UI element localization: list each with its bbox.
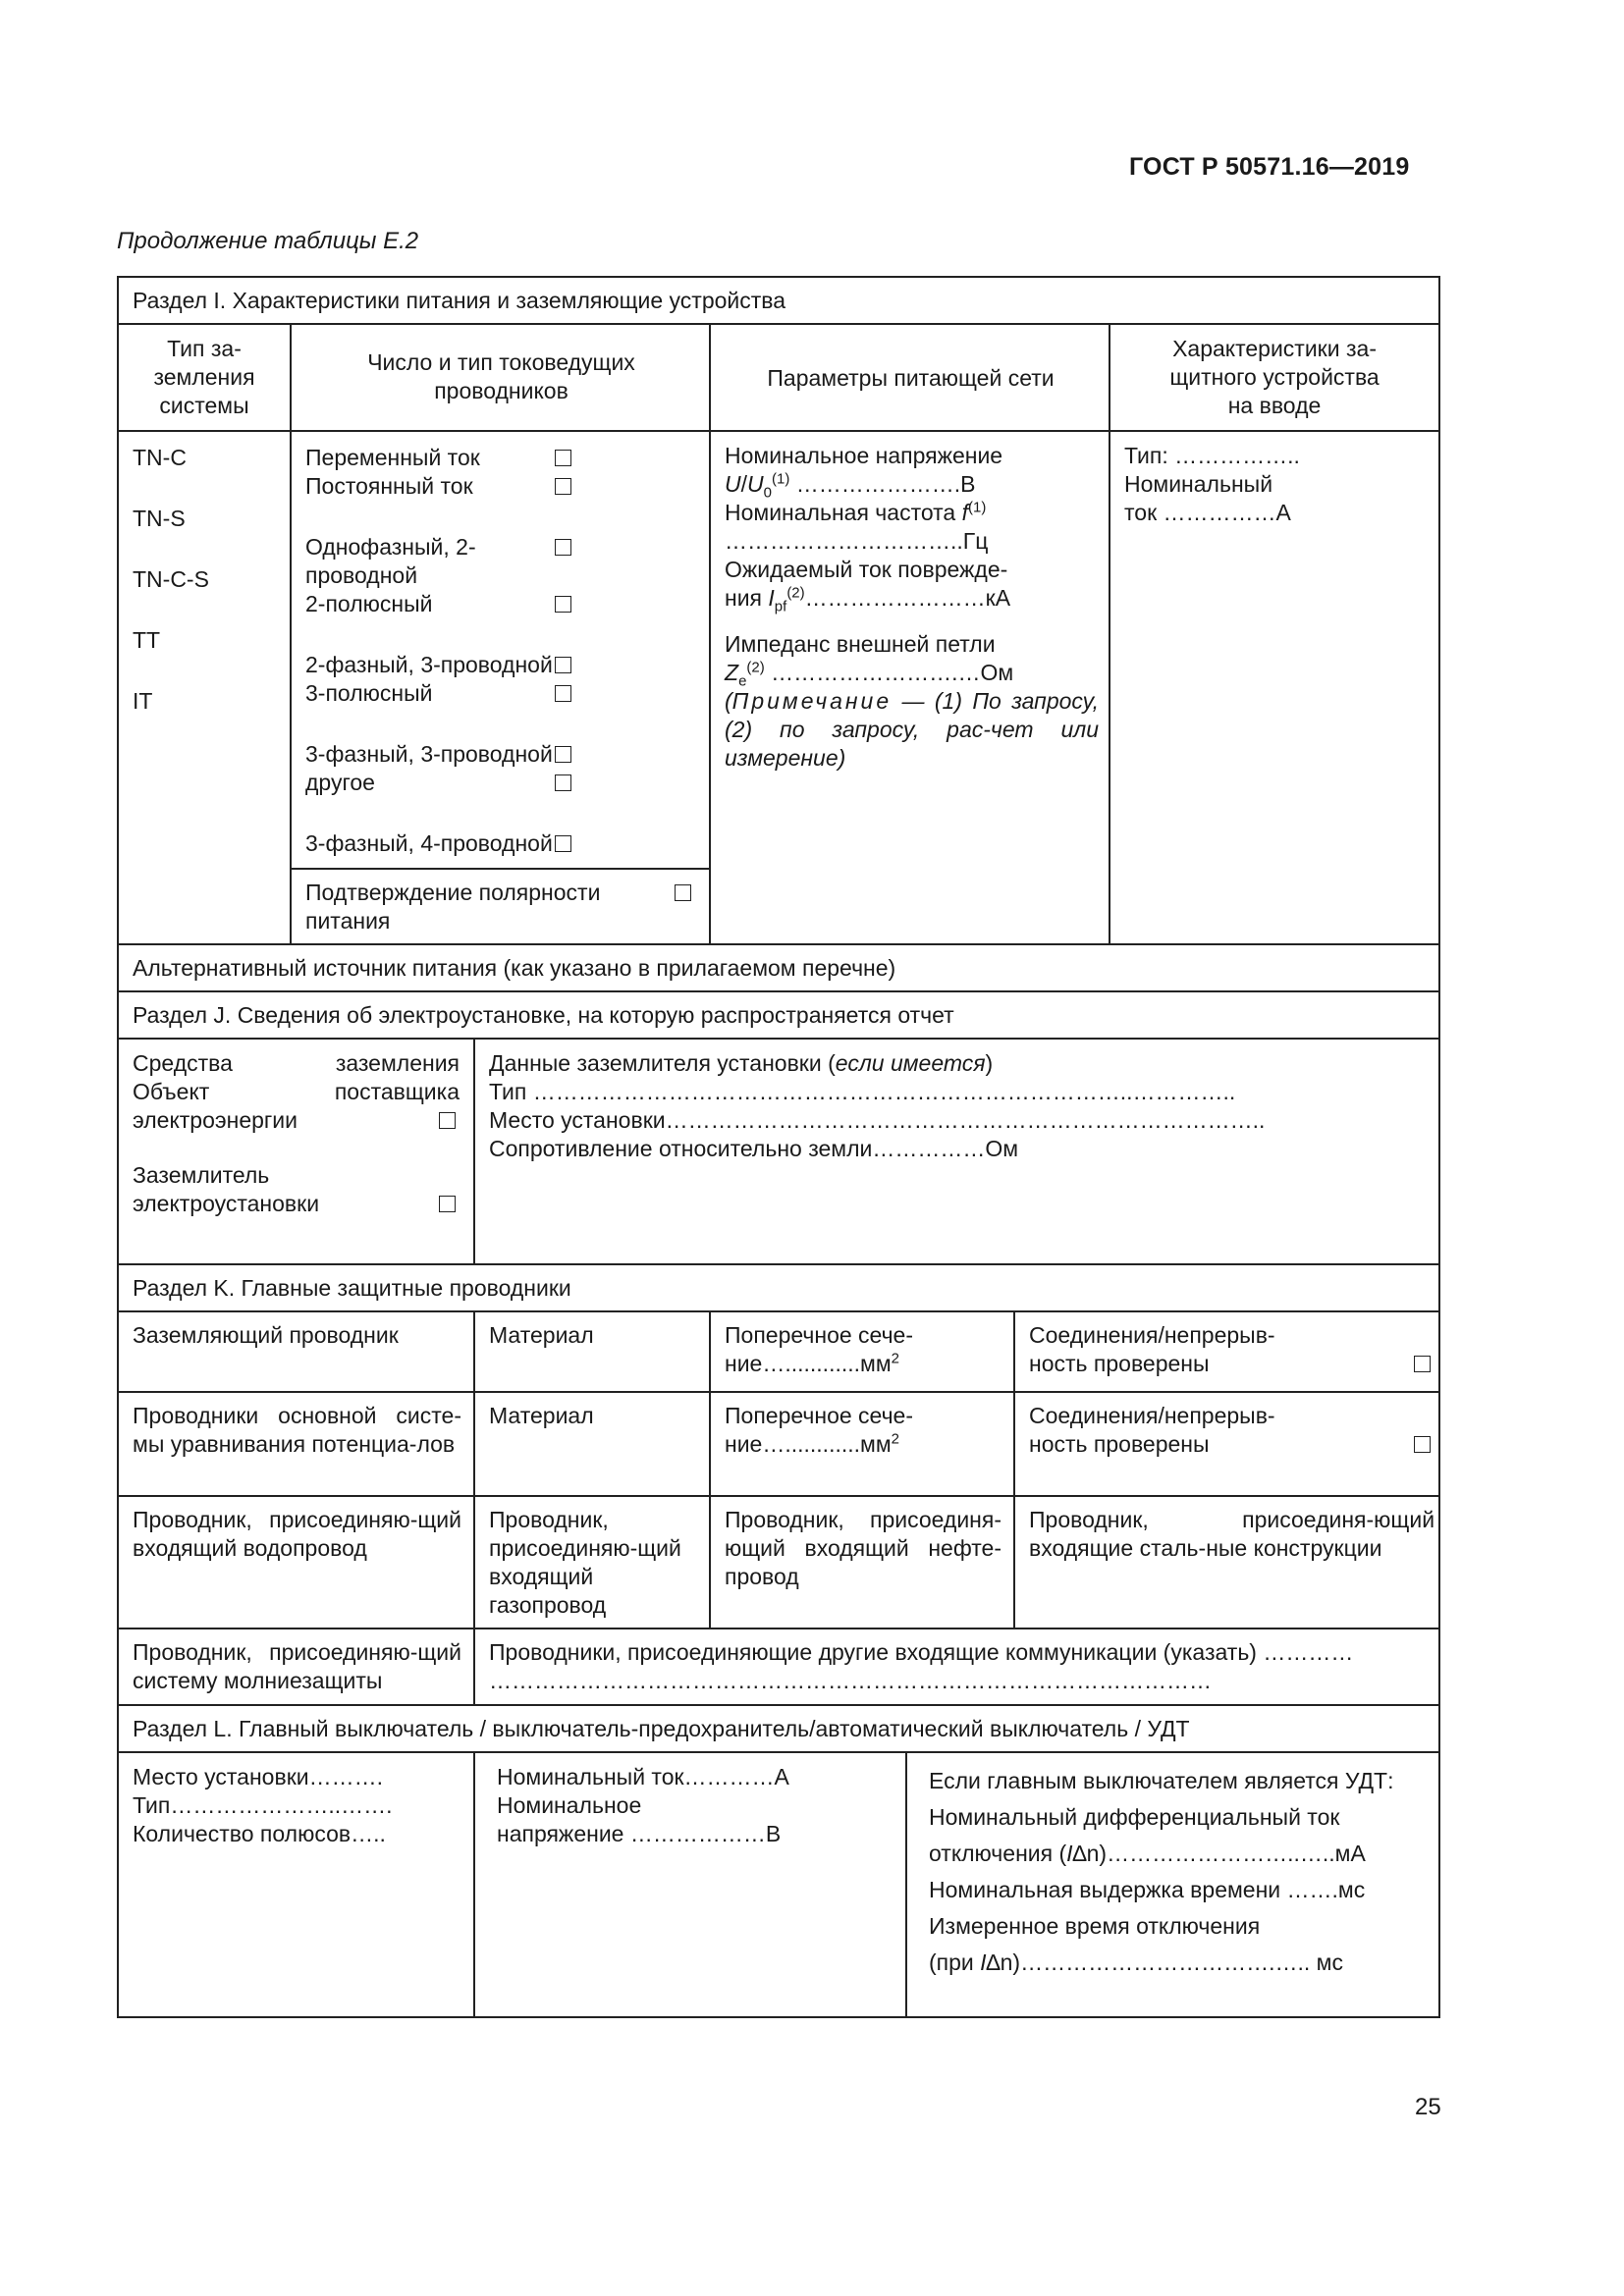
checkbox[interactable]: [555, 657, 571, 673]
rcd-diff-current: [929, 1836, 1425, 1872]
section-j-title: Раздел J. Сведения об электроустановке, на которую распространяется отчет: [118, 991, 1439, 1039]
installation-earth-label-2: электроустановки: [133, 1191, 320, 1216]
ze-symbol: Z: [725, 660, 739, 685]
conductor-label: другое: [305, 770, 375, 795]
u0-subscript: 0: [763, 484, 772, 502]
section-k-title: Раздел K. Главные защитные проводники: [118, 1264, 1439, 1311]
footnote-2: (2): [746, 659, 765, 676]
checkbox[interactable]: [555, 835, 571, 852]
note-text: — (1) По запросу, (2) по запросу, рас-чет или измерение): [725, 688, 1099, 771]
grounding-means-a: Средства: [133, 1050, 233, 1076]
note-word: Примечание: [731, 688, 893, 714]
rcd-title: Если главным выключателем является УДТ:: [929, 1768, 1394, 1793]
loop-impedance-label: Импеданс внешней петли: [725, 631, 996, 657]
footnote-1: (1): [967, 499, 987, 516]
header-grounding-type: Тип за- земления системы: [118, 324, 291, 431]
page-number: 25: [1415, 2094, 1441, 2120]
footnote-2: (2): [786, 584, 805, 602]
l-type: Тип…………………..…….: [133, 1792, 393, 1818]
k-row1-c2: Материал: [474, 1311, 710, 1392]
k-row2-c1: Проводники основной систе-мы уравнивания потенциа-лов: [118, 1392, 474, 1496]
checkbox[interactable]: [555, 478, 571, 495]
cross-section-label: Поперечное сече-: [725, 1322, 914, 1348]
protective-current-label: Номинальный: [1124, 471, 1273, 497]
conductor-option[interactable]: [305, 651, 695, 679]
l-rated-voltage-label: Номинальное: [497, 1792, 642, 1818]
other-utilities-fill: ……………………………………………………………………………………: [489, 1668, 1212, 1693]
k-row4-c2: [474, 1629, 1439, 1705]
l-poles: Количество полюсов…..: [133, 1821, 386, 1846]
loop-impedance-line: [725, 659, 1099, 690]
installation-earth-option[interactable]: [133, 1190, 460, 1218]
polarity-label: Подтверждение полярности питания: [305, 880, 601, 934]
rcd-diff-current-label: Номинальный дифференциальный ток: [929, 1804, 1340, 1830]
earth-title-end: ): [985, 1050, 994, 1076]
delta-n: ∆n: [986, 1949, 1013, 1975]
k-row3-c2: Проводник, присоединяю-щий входящий газопровод: [474, 1496, 710, 1629]
f-symbol: f: [961, 500, 968, 525]
checkbox[interactable]: [555, 746, 571, 763]
ipf-symbol: I: [768, 585, 775, 611]
grounding-type-it: IT: [133, 688, 153, 714]
section-l-title: Раздел L. Главный выключатель / выключатель-предохранитель/автоматический выключатель / УДТ: [118, 1705, 1439, 1752]
k-row3-c4: Проводник, присоединя-ющий входящие сталь-ные конструкции: [1014, 1496, 1439, 1629]
earth-place-line: Место установки……………………………………………………………………..: [489, 1107, 1266, 1133]
nominal-voltage-line: $U/U_0^{(1)}$ ………………….В: [725, 470, 976, 502]
grounding-means-line: [133, 1049, 460, 1078]
conductor-option[interactable]: [305, 769, 695, 797]
checkbox[interactable]: [555, 596, 571, 613]
checkbox[interactable]: [1414, 1356, 1431, 1372]
rcd-measured-a: (при: [929, 1949, 981, 1975]
conductor-label: 3-фазный, 4-проводной: [305, 830, 553, 856]
grounding-type-tn-c-s: TN-C-S: [133, 566, 209, 592]
rcd-measured: [929, 1945, 1425, 1981]
conductor-option[interactable]: [305, 444, 695, 472]
other-utilities-label: Проводники, присоединяющие другие входящие коммуникации (указать) …………: [489, 1639, 1354, 1665]
unit-sup: 2: [891, 1430, 899, 1448]
polarity-option[interactable]: [305, 879, 695, 935]
earth-title-a: Данные заземлителя установки (: [489, 1050, 836, 1076]
continuity-label: Соединения/непрерыв-: [1029, 1322, 1275, 1348]
network-params-cell: [710, 431, 1110, 944]
continuity-label-2: ность проверены: [1029, 1431, 1210, 1457]
conductor-option[interactable]: [305, 679, 695, 708]
nominal-voltage-label: Номинальное напряжение: [725, 443, 1003, 468]
earth-resistance-line: Сопротивление относительно земли……………Ом: [489, 1136, 1019, 1161]
continuity-option[interactable]: [1029, 1430, 1435, 1459]
ze-subscript: e: [738, 672, 747, 690]
supplier-object-line: [133, 1078, 460, 1106]
conductor-option[interactable]: [305, 829, 695, 858]
delta-n: ∆n: [1072, 1841, 1100, 1866]
l-rated-voltage: напряжение ………………В: [497, 1821, 782, 1846]
earth-title-italic: если имеется: [835, 1050, 986, 1076]
section-j-right: [474, 1039, 1439, 1264]
conductor-label: 2-полюсный: [305, 591, 433, 616]
ipf-subscript: pf: [774, 598, 787, 615]
network-note: [725, 687, 1099, 773]
k-row4-c1: Проводник, присоединяю-щий систему молниезащиты: [118, 1629, 474, 1705]
checkbox[interactable]: [675, 884, 691, 901]
grounding-type-tt: TT: [133, 627, 161, 653]
earth-electrode-title: [489, 1049, 1425, 1078]
cross-section-fill: ние…............мм: [725, 1351, 892, 1376]
standard-header: ГОСТ Р 50571.16—2019: [1129, 153, 1410, 181]
k-row1-c3: [710, 1311, 1014, 1392]
report-table: [117, 276, 1440, 2018]
conductor-label: 3-фазный, 3-проводной: [305, 741, 553, 767]
checkbox[interactable]: [439, 1112, 456, 1129]
polarity-cell: [291, 869, 710, 944]
conductors-cell: [291, 431, 710, 869]
rcd-measured-label: Измеренное время отключения: [929, 1913, 1261, 1939]
header-network: Параметры питающей сети: [710, 324, 1110, 431]
frequency-label: Номинальная частота: [725, 500, 956, 525]
conductor-label: 3-полюсный: [305, 680, 433, 706]
conductor-option[interactable]: [305, 590, 695, 618]
protective-current-fill: ток ……………А: [1124, 500, 1291, 525]
l-place: Место установки……….: [133, 1764, 383, 1789]
earth-type-line: Тип ……………………………………………………………………..…………..: [489, 1079, 1236, 1104]
rcd-delay: Номинальная выдержка времени …….мс: [929, 1877, 1366, 1902]
k-row1-c4: [1014, 1311, 1439, 1392]
k-row2-c4: [1014, 1392, 1439, 1496]
checkbox[interactable]: [555, 685, 571, 702]
grounding-means-b: заземления: [335, 1050, 460, 1076]
conductor-label: Постоянный ток: [305, 473, 473, 499]
fault-current-line: [725, 556, 1099, 613]
u-symbol: U: [725, 471, 741, 497]
voltage-fill: ………………….В: [795, 471, 976, 497]
supplier-label: электроэнергии: [133, 1107, 298, 1133]
l-right: [906, 1752, 1439, 2017]
supplier-option[interactable]: [133, 1106, 460, 1135]
alt-source-row: Альтернативный источник питания (как указано в прилагаемом перечне): [118, 944, 1439, 991]
note-open: (: [725, 688, 732, 714]
fault-fill: ……………………кА: [804, 585, 1011, 611]
u0-symbol: U: [747, 471, 764, 497]
cross-section-label: Поперечное сече-: [725, 1403, 914, 1428]
checkbox[interactable]: [555, 450, 571, 466]
idn-symbol: I: [1066, 1841, 1073, 1866]
idn-symbol: I: [980, 1949, 987, 1975]
footnote-1: (1): [771, 470, 790, 488]
protective-device-cell: [1110, 431, 1439, 944]
checkbox[interactable]: [555, 539, 571, 556]
fault-label: Ожидаемый ток поврежде- ния: [725, 557, 1008, 611]
installation-earth-label: Заземлитель: [133, 1162, 270, 1188]
checkbox[interactable]: [555, 774, 571, 791]
loop-fill: …………………….…Ом: [771, 660, 1014, 685]
supplier-a: Объект: [133, 1079, 210, 1104]
header-protective: Характеристики за- щитного устройства на вводе: [1110, 324, 1439, 431]
k-row3-c1: Проводник, присоединяю-щий входящий водопровод: [118, 1496, 474, 1629]
conductor-label: Переменный ток: [305, 445, 480, 470]
continuity-label: Соединения/непрерыв-: [1029, 1403, 1275, 1428]
l-left: [118, 1752, 474, 2017]
conductor-option[interactable]: [305, 533, 695, 590]
protective-type: Тип: ……………..: [1124, 443, 1300, 468]
frequency-fill: …………………………..Гц: [725, 528, 989, 554]
nominal-frequency-line: [725, 499, 1099, 527]
section-i-title: Раздел I. Характеристики питания и заземляющие устройства: [118, 277, 1439, 324]
unit-sup: 2: [891, 1350, 899, 1367]
k-row1-c1: Заземляющий проводник: [118, 1311, 474, 1392]
rcd-text-a: отключения (: [929, 1841, 1067, 1866]
k-row3-c3: Проводник, присоединя-ющий входящий нефте-провод: [710, 1496, 1014, 1629]
continuity-option[interactable]: [1029, 1350, 1435, 1378]
rcd-measured-b: )…………………………….….. мс: [1012, 1949, 1343, 1975]
header-conductors: Число и тип токоведущих проводников: [291, 324, 710, 431]
conductor-option[interactable]: [305, 472, 695, 501]
conductor-label: 2-фазный, 3-проводной: [305, 652, 553, 677]
grounding-type-tn-s: TN-S: [133, 506, 186, 531]
grounding-types-cell: [118, 431, 291, 944]
l-rated-current: Номинальный ток…………А: [497, 1764, 789, 1789]
conductor-label: Однофазный, 2-проводной: [305, 534, 476, 588]
continuity-label-2: ность проверены: [1029, 1351, 1210, 1376]
l-mid: [474, 1752, 906, 2017]
table-caption: Продолжение таблицы Е.2: [117, 228, 419, 254]
rcd-text-b: )……………………..…..мА: [1099, 1841, 1366, 1866]
cross-section-fill: ние…............мм: [725, 1431, 892, 1457]
k-row2-c2: Материал: [474, 1392, 710, 1496]
cross-section-value: [725, 1350, 1001, 1378]
cross-section-value: [725, 1430, 1001, 1459]
supplier-b: поставщика: [334, 1079, 460, 1104]
grounding-type-tn-c: TN-C: [133, 445, 187, 470]
checkbox[interactable]: [439, 1196, 456, 1212]
k-row2-c3: [710, 1392, 1014, 1496]
section-j-left: [118, 1039, 474, 1264]
conductor-option[interactable]: [305, 740, 695, 769]
checkbox[interactable]: [1414, 1436, 1431, 1453]
